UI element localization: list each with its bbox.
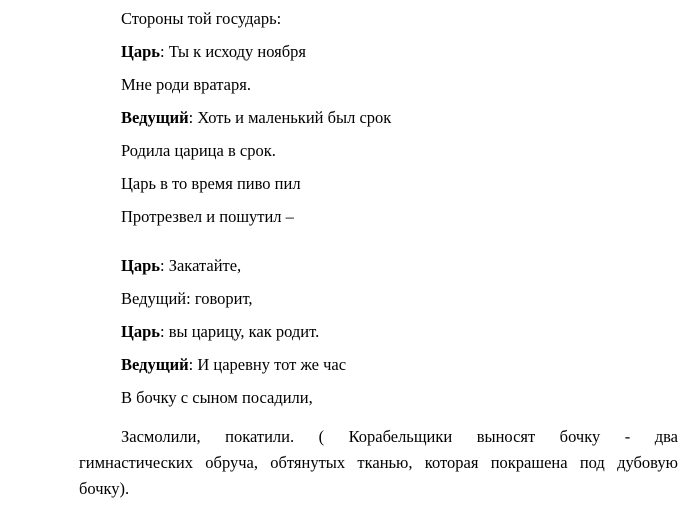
closing-line: Засмолили, покатили. ( Корабельщики выносят бочку - два	[121, 427, 678, 446]
speaker-name: Царь	[121, 42, 160, 61]
script-line: Царь: Ты к исходу ноября	[121, 42, 307, 61]
speaker-name: Царь	[121, 322, 160, 341]
closing-line: бочку).	[79, 479, 130, 498]
closing-line: гимнастических обруча, обтянутых тканью, которая покрашена под дубовую	[79, 453, 678, 472]
document-page	[0, 2, 700, 505]
speaker-name: Ведущий	[121, 108, 189, 127]
script-line: Мне роди вратаря.	[121, 75, 251, 94]
script-line: Царь: Закатайте,	[121, 256, 242, 275]
script-line: Царь: вы царицу, как родит.	[121, 322, 320, 341]
document-body	[79, 2, 678, 502]
closing-paragraph	[79, 424, 678, 502]
script-line: Ведущий: говорит,	[121, 289, 253, 308]
script-line: Родила царица в срок.	[121, 141, 276, 160]
speaker-name: Ведущий	[121, 355, 189, 374]
script-line: Протрезвел и пошутил –	[121, 207, 294, 226]
script-line: Ведущий: И царевну тот же час	[121, 355, 347, 374]
script-lines	[79, 2, 678, 414]
script-line: Царь в то время пиво пил	[121, 174, 301, 193]
script-line: В бочку с сыном посадили,	[121, 388, 313, 407]
script-line: Стороны той государь:	[121, 9, 282, 28]
speaker-name: Царь	[121, 256, 160, 275]
script-line: Ведущий: Хоть и маленький был срок	[121, 108, 392, 127]
